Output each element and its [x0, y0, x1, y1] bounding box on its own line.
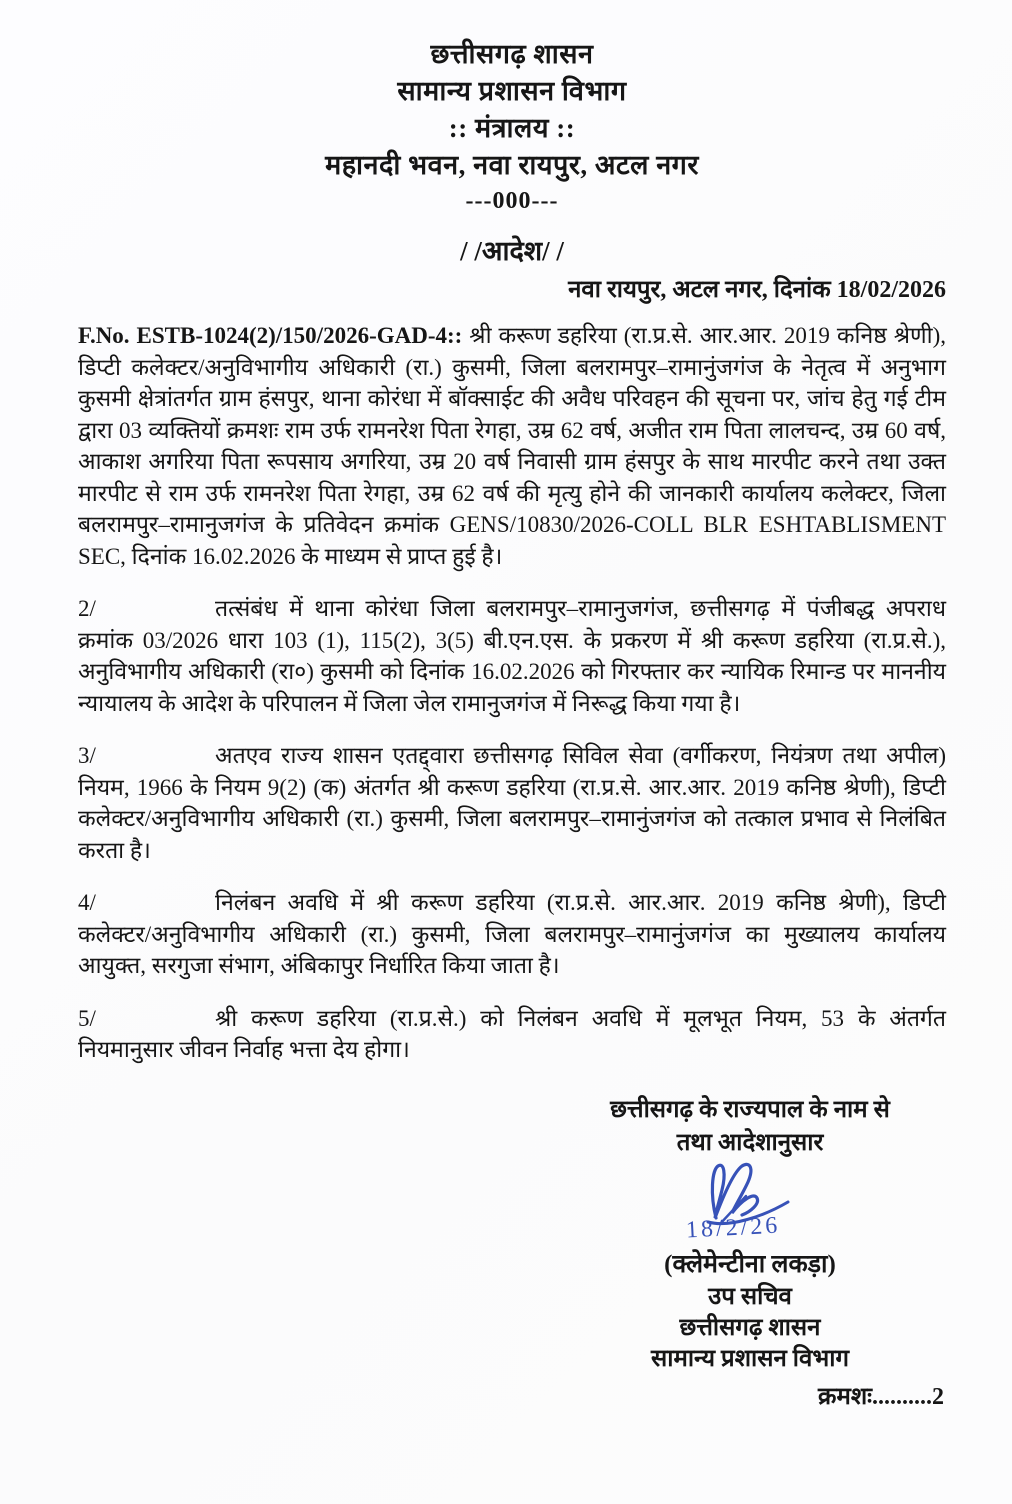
handwritten-signature-area — [554, 1162, 946, 1248]
signatory-government: छत्तीसगढ़ शासन — [679, 1314, 821, 1341]
paragraph-1-text: श्री करूण डहरिया (रा.प्र.से. आर.आर. 2019 कनिष्ठ श्रेणी), डिप्टी कलेक्टर/अनुविभागीय अधिकारी (रा.) कुसमी, जिला बलरामपुर–रामानुंजगंज के नेतृत्व में अनुभाग कुसमी क्षेत्रांतर्गत ग्राम हंसपुर, थाना कोरंधा में बॉक्साईट की अवैध परिवहन की सूचना पर, जांच हेतु गई टीम द्वारा 03 व्यक्तियों क्रमशः राम उर्फ रामनरेश पिता रेगहा, उम्र 62 वर्ष, अजीत राम पिता लालचन्द, उम्र 60 वर्ष, आकाश अगरिया पिता रूपसाय अगरिया, उम्र 20 वर्ष निवासी ग्राम हंसपुर के साथ मारपीट करने तथा उक्त मारपीट से राम उर्फ रामनरेश पिता रेगहा, उम्र 62 वर्ष की मृत्यु होने की जानकारी कार्यालय कलेक्टर, जिला बलरामपुर–रामानुजगंज के प्रतिवेदन क्रमांक GENS/10830/2026-COLL BLR ESHTABLISMENT SEC, दिनांक 16.02.2026 के माध्यम से प्राप्त हुई है। — [78, 323, 946, 569]
paragraph-4 — [78, 887, 946, 982]
paragraph-3 — [78, 740, 946, 866]
paragraph-4-text: निलंबन अवधि में श्री करूण डहरिया (रा.प्र.से. आर.आर. 2019 कनिष्ठ श्रेणी), डिप्टी कलेक्टर/अनुविभागीय अधिकारी (रा.) कुसमी, जिला बलरामपुर–रामानुंजगंज का मुख्यालय कार्यालय आयुक्त, सरगुजा संभाग, अंबिकापुर निर्धारित किया जाता है। — [78, 890, 946, 978]
signature-block — [554, 1094, 946, 1375]
address-line: महानदी भवन, नवा रायपुर, अटल नगर — [325, 150, 699, 180]
signatory-department: सामान्य प्रशासन विभाग — [651, 1345, 849, 1372]
paragraph-2-text: तत्संबंध में थाना कोरंधा जिला बलरामपुर–रामानुजगंज, छत्तीसगढ़ में पंजीबद्ध अपराध क्रमांक 03/2026 धारा 103 (1), 115(2), 3(5) बी.एन.एस. के प्रकरण में श्री करूण डहरिया (रा.प्र.से.), अनुविभागीय अधिकारी (रा०) कुसमी को दिनांक 16.02.2026 को गिरफ्तार कर न्यायिक रिमान्ड पर माननीय न्यायालय के आदेश के परिपालन में जिला जेल रामानुजगंज में निरूद्ध किया गया है। — [78, 596, 946, 716]
ministry-line: :: मंत्रालय :: — [448, 113, 576, 143]
paragraph-2-number: 2/ — [78, 596, 96, 621]
paragraph-3-number: 3/ — [78, 743, 96, 768]
letterhead — [78, 36, 946, 218]
government-name: छत्तीसगढ़ शासन — [430, 39, 594, 69]
by-order-line-2: तथा आदेशानुसार — [676, 1129, 824, 1156]
page-continuation-marker: क्रमशः..........2 — [818, 1383, 944, 1410]
signature-date: 18/2/26 — [685, 1212, 781, 1243]
paragraph-5-number: 5/ — [78, 1005, 96, 1031]
signatory-designation: उप सचिव — [708, 1283, 792, 1310]
separator-line: ---000--- — [465, 188, 559, 214]
paragraph-1 — [78, 320, 946, 572]
department-name: सामान्य प्रशासन विभाग — [397, 76, 627, 106]
signatory-name: (क्लेमेन्टीना लकड़ा) — [664, 1250, 836, 1278]
paragraph-3-text: अतएव राज्य शासन एतद्द्वारा छत्तीसगढ़ सिविल सेवा (वर्गीकरण, नियंत्रण तथा अपील) नियम, 1966 के नियम 9(2) (क) अंतर्गत श्री करूण डहरिया (रा.प्र.से. आर.आर. 2019 कनिष्ठ श्रेणी), डिप्टी कलेक्टर/अनुविभागीय अधिकारी (रा.) कुसमी, जिला बलरामपुर–रामानुंजगंज को तत्काल प्रभाव से निलंबित करता है। — [78, 743, 946, 863]
paragraph-5-text: श्री करूण डहरिया (रा.प्र.से.) को निलंबन अवधि में मूलभूत नियम, 53 के अंतर्गत नियमानुसार जीवन निर्वाह भत्ता देय होगा। — [78, 1005, 946, 1062]
file-number: F.No. ESTB-1024(2)/150/2026-GAD-4:: — [78, 323, 463, 348]
paragraph-4-number: 4/ — [78, 890, 96, 915]
paragraph-2 — [78, 593, 946, 719]
paragraph-5 — [78, 1003, 946, 1066]
place-date-line: नवा रायपुर, अटल नगर, दिनांक 18/02/2026 — [568, 277, 946, 303]
order-body — [78, 320, 946, 1066]
by-order-line-1: छत्तीसगढ़ के राज्यपाल के नाम से — [610, 1096, 890, 1123]
order-title: / /आदेश/ / — [460, 236, 564, 266]
